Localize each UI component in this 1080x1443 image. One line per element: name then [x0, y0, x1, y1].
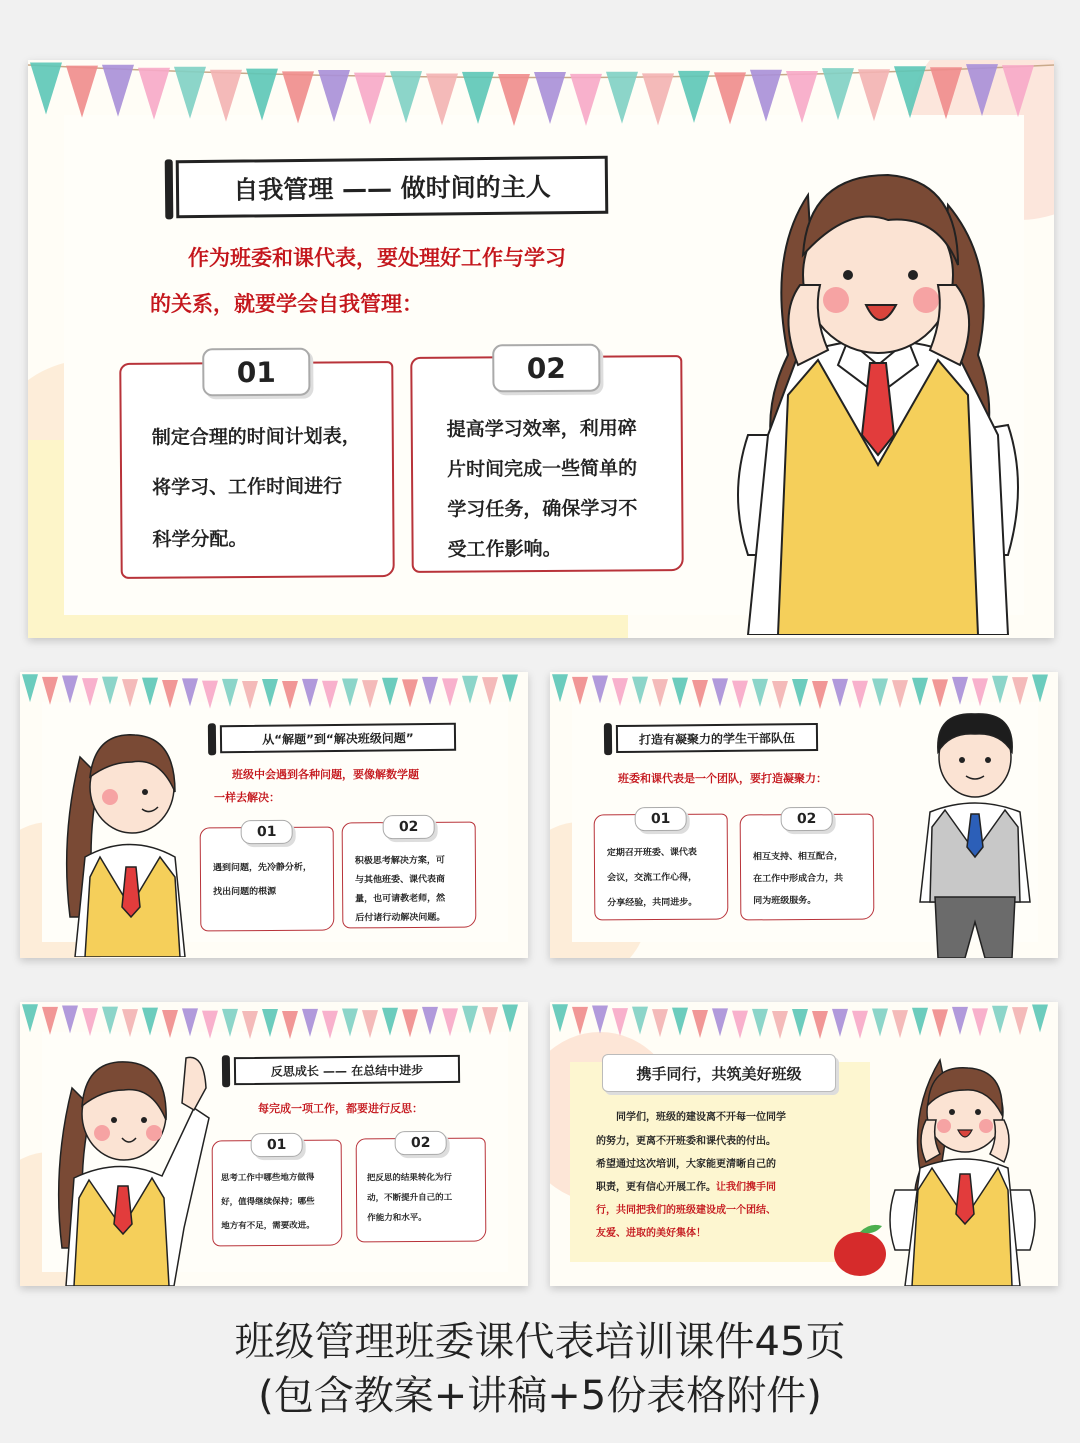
step-card-01 [594, 810, 729, 921]
bunting-flag [402, 679, 418, 707]
slide-title: 携手同行，共筑美好班级 [602, 1054, 836, 1092]
closing-line: 同学们，班级的建设离不开每一位同学 [616, 1112, 786, 1123]
bunting-flag [678, 71, 710, 123]
bunting-flag [122, 1009, 138, 1037]
step-card-02 [356, 1134, 487, 1243]
bunting-flag [894, 66, 926, 118]
bunting-flag [872, 678, 888, 706]
bunting-flag [852, 681, 868, 709]
bunting-flag [302, 679, 318, 707]
slide-title: 反思成长 —— 在总结中进步 [234, 1055, 460, 1085]
step-number: 02 [781, 807, 833, 831]
card-line: 分享经验，共同进步。 [607, 897, 698, 909]
intro-text: 每完成一项工作，都要进行反思： [258, 1102, 423, 1115]
closing-line: 友爱、进取的美好集体！ [596, 1228, 706, 1239]
bunting-flag [952, 1007, 968, 1035]
closing-line: 的努力，更离不开班委和课代表的付出。 [596, 1136, 776, 1147]
bunting-flag [462, 72, 494, 124]
bunting-flag [612, 678, 628, 706]
bunting-flag [786, 71, 818, 123]
card-line: 积极思考解决方案，可 [354, 855, 445, 867]
bunting-flag [912, 1008, 928, 1036]
bunting-flag [812, 681, 828, 709]
closing-line: 职责，更有信心开展工作。让我们携手同 [596, 1182, 776, 1193]
card-line: 找出问题的根源 [213, 886, 277, 898]
bunting-flag [42, 677, 58, 705]
bunting-flag [772, 1011, 788, 1039]
bunting-flag [174, 67, 206, 119]
bunting-flag [30, 63, 62, 115]
step-card-01 [212, 1136, 343, 1247]
bunting-flag [992, 676, 1008, 704]
step-number: 01 [251, 1133, 303, 1157]
card-line: 地方有不足，需要改进。 [221, 1220, 315, 1232]
bunting-flag [182, 1008, 198, 1036]
card-line: 后付诸行动解决问题。 [355, 912, 446, 924]
bunting-flag [1012, 1007, 1028, 1035]
bunting-flag [138, 68, 170, 120]
bunting-flag [1032, 675, 1048, 703]
bunting-flag [692, 680, 708, 708]
bunting-flag [892, 1010, 908, 1038]
bunting-flag [498, 74, 530, 126]
bunting-flag [930, 67, 962, 119]
bunting-flag [62, 1006, 78, 1034]
bunting-flag [22, 674, 38, 702]
bunting-flag [262, 1009, 278, 1037]
bunting-flag [322, 681, 338, 709]
slide-problem-solving [20, 672, 528, 958]
bunting-flag [1032, 1005, 1048, 1033]
bunting-flag [382, 678, 398, 706]
card-line: 受工作影响。 [447, 537, 562, 561]
bunting-flag [282, 681, 298, 709]
bunting-flag [672, 1008, 688, 1036]
bunting-flag [852, 1011, 868, 1039]
bunting-flag [442, 1008, 458, 1036]
bunting-flag [162, 680, 178, 708]
bunting-flag [792, 1009, 808, 1037]
bunting-flag [612, 1008, 628, 1036]
bunting-flag [426, 74, 458, 126]
bunting-flag [382, 1008, 398, 1036]
step-number: 01 [241, 820, 293, 844]
bunting-flag [342, 678, 358, 706]
bunting-flag [202, 681, 218, 709]
bunting-flag [812, 1011, 828, 1039]
intro-text: 作为班委和课代表，要处理好工作与学习 [188, 246, 566, 270]
bunting-flag [202, 1011, 218, 1039]
step-number: 01 [202, 348, 310, 397]
bunting-flag [652, 1009, 668, 1037]
closing-line: 希望通过这次培训，大家能更清晰自己的 [596, 1159, 776, 1170]
bunting-flag [750, 70, 782, 122]
bunting-flag [752, 1009, 768, 1037]
bunting-flag [442, 678, 458, 706]
bunting-flag [552, 674, 568, 702]
card-line: 会议，交流工作心得， [607, 872, 698, 884]
bunting-flag [832, 679, 848, 707]
slide-closing [550, 1002, 1058, 1286]
slide-main [28, 60, 1054, 638]
step-number: 02 [383, 815, 435, 839]
bunting-flag [712, 1008, 728, 1036]
bunting-flag [858, 69, 890, 121]
bunting-flag [222, 1009, 238, 1037]
bunting-flag [672, 678, 688, 706]
bunting-flag [732, 1011, 748, 1039]
bunting-flag [222, 679, 238, 707]
slide-title: 打造有凝聚力的学生干部队伍 [616, 723, 818, 753]
bunting-flag [592, 1006, 608, 1034]
bunting-flag [632, 677, 648, 705]
bunting-flag [592, 676, 608, 704]
bunting-flag [402, 1009, 418, 1037]
bunting-decoration [20, 1002, 528, 1042]
bunting-flag [282, 1011, 298, 1039]
bunting-flag [572, 1007, 588, 1035]
card-line: 将学习、工作时间进行 [152, 475, 343, 499]
bunting-flag [318, 70, 350, 122]
bunting-flag [932, 1009, 948, 1037]
bunting-flag [502, 1005, 518, 1033]
card-line: 科学分配。 [152, 528, 248, 551]
bunting-decoration [550, 1002, 1058, 1042]
card-line: 量，也可请教老师，然 [355, 893, 446, 905]
intro-text: 的关系，就要学会自我管理： [150, 292, 423, 316]
step-number: 02 [492, 344, 600, 393]
bunting-flag [642, 73, 674, 125]
card-line: 提高学习效率，利用碎 [446, 417, 637, 441]
bunting-flag [102, 65, 134, 117]
bunting-flag [142, 678, 158, 706]
bunting-flag [142, 1008, 158, 1036]
bunting-flag [712, 678, 728, 706]
intro-text: 班委和课代表是一个团队，要打造凝聚力： [618, 772, 827, 785]
bunting-flag [872, 1008, 888, 1036]
bunting-flag [570, 74, 602, 126]
bunting-flag [1002, 65, 1034, 117]
bunting-flag [42, 1007, 58, 1035]
bunting-flag [462, 676, 478, 704]
bunting-flag [572, 677, 588, 705]
card-line: 在工作中形成合力，共 [753, 873, 844, 885]
bunting-flag [102, 677, 118, 705]
bunting-flag [246, 69, 278, 121]
bunting-flag [354, 73, 386, 125]
card-line: 好，值得继续保持；哪些 [221, 1196, 315, 1208]
bunting-flag [422, 1007, 438, 1035]
bunting-flag [752, 679, 768, 707]
bunting-flag [772, 681, 788, 709]
card-line: 作能力和水平。 [367, 1212, 427, 1224]
bunting-decoration [28, 60, 1054, 140]
card-line: 把反思的结果转化为行 [366, 1172, 452, 1184]
bunting-flag [62, 676, 78, 704]
slide-title: 自我管理 —— 做时间的主人 [176, 156, 609, 219]
bunting-flag [822, 68, 854, 120]
bunting-flag [552, 1004, 568, 1032]
bunting-flag [714, 72, 746, 124]
bunting-flag [482, 677, 498, 705]
step-number: 01 [635, 807, 687, 831]
bunting-flag [322, 1011, 338, 1039]
bunting-flag [632, 1007, 648, 1035]
bunting-flag [302, 1009, 318, 1037]
bunting-flag [732, 681, 748, 709]
bunting-flag [966, 64, 998, 116]
card-line: 同为班级服务。 [753, 895, 817, 907]
step-number: 02 [395, 1131, 447, 1155]
girl-illustration [880, 1050, 1040, 1286]
girl-illustration [708, 135, 1038, 635]
card-line: 遇到问题，先冷静分析， [212, 862, 312, 874]
card-line: 学习任务，确保学习不 [447, 497, 638, 521]
boy-illustration [900, 702, 1050, 958]
step-card-02 [740, 810, 875, 921]
caption-title: 班级管理班委课代表培训课件45页 [234, 1319, 846, 1365]
bunting-flag [282, 71, 314, 123]
step-card-01 [200, 823, 335, 932]
bunting-flag [362, 1010, 378, 1038]
step-card-02 [342, 818, 477, 929]
bunting-flag [162, 1010, 178, 1038]
bunting-flag [482, 1007, 498, 1035]
card-line: 相互支持、相互配合， [752, 851, 843, 863]
card-line: 思考工作中哪些地方做得 [220, 1172, 315, 1184]
slide-reflection [20, 1002, 528, 1286]
slide-title: 从“解题”到“解决班级问题” [220, 723, 456, 753]
intro-text: 班级中会遇到各种问题，要像解数学题 [232, 768, 419, 781]
card-line: 定期召开班委、课代表 [606, 847, 697, 859]
bunting-flag [952, 677, 968, 705]
bunting-flag [462, 1006, 478, 1034]
bunting-flag [66, 66, 98, 118]
bunting-flag [102, 1007, 118, 1035]
bunting-flag [972, 1008, 988, 1036]
bunting-flag [22, 1004, 38, 1032]
step-card-01 [119, 355, 395, 579]
bunting-flag [82, 678, 98, 706]
bunting-flag [242, 681, 258, 709]
bunting-flag [242, 1011, 258, 1039]
bunting-flag [342, 1008, 358, 1036]
intro-text: 一样去解决： [214, 791, 280, 804]
card-line: 动，不断提升自己的工 [367, 1192, 453, 1204]
closing-line: 行，共同把我们的班级建设成一个团结、 [596, 1205, 776, 1216]
bunting-flag [182, 678, 198, 706]
bunting-flag [606, 72, 638, 124]
slide-team-building [550, 672, 1058, 958]
caption-subtitle: (包含教案+讲稿+5份表格附件) [258, 1373, 822, 1419]
bunting-flag [82, 1008, 98, 1036]
bunting-flag [210, 70, 242, 122]
bunting-flag [534, 72, 566, 124]
bunting-flag [422, 677, 438, 705]
girl-illustration [50, 717, 200, 957]
bunting-flag [362, 680, 378, 708]
bunting-flag [992, 1006, 1008, 1034]
bunting-flag [262, 679, 278, 707]
step-card-02 [410, 351, 684, 573]
bunting-flag [832, 1009, 848, 1037]
bunting-decoration [20, 672, 528, 712]
bunting-flag [390, 71, 422, 123]
bunting-flag [1012, 677, 1028, 705]
bunting-flag [122, 679, 138, 707]
bunting-flag [692, 1010, 708, 1038]
bunting-flag [652, 679, 668, 707]
card-line: 片时间完成一些简单的 [446, 457, 638, 481]
girl-waving-illustration [44, 1048, 214, 1286]
bunting-flag [792, 679, 808, 707]
card-line: 制定合理的时间计划表， [151, 425, 361, 449]
bunting-flag [502, 675, 518, 703]
card-line: 与其他班委、课代表商 [355, 874, 446, 886]
